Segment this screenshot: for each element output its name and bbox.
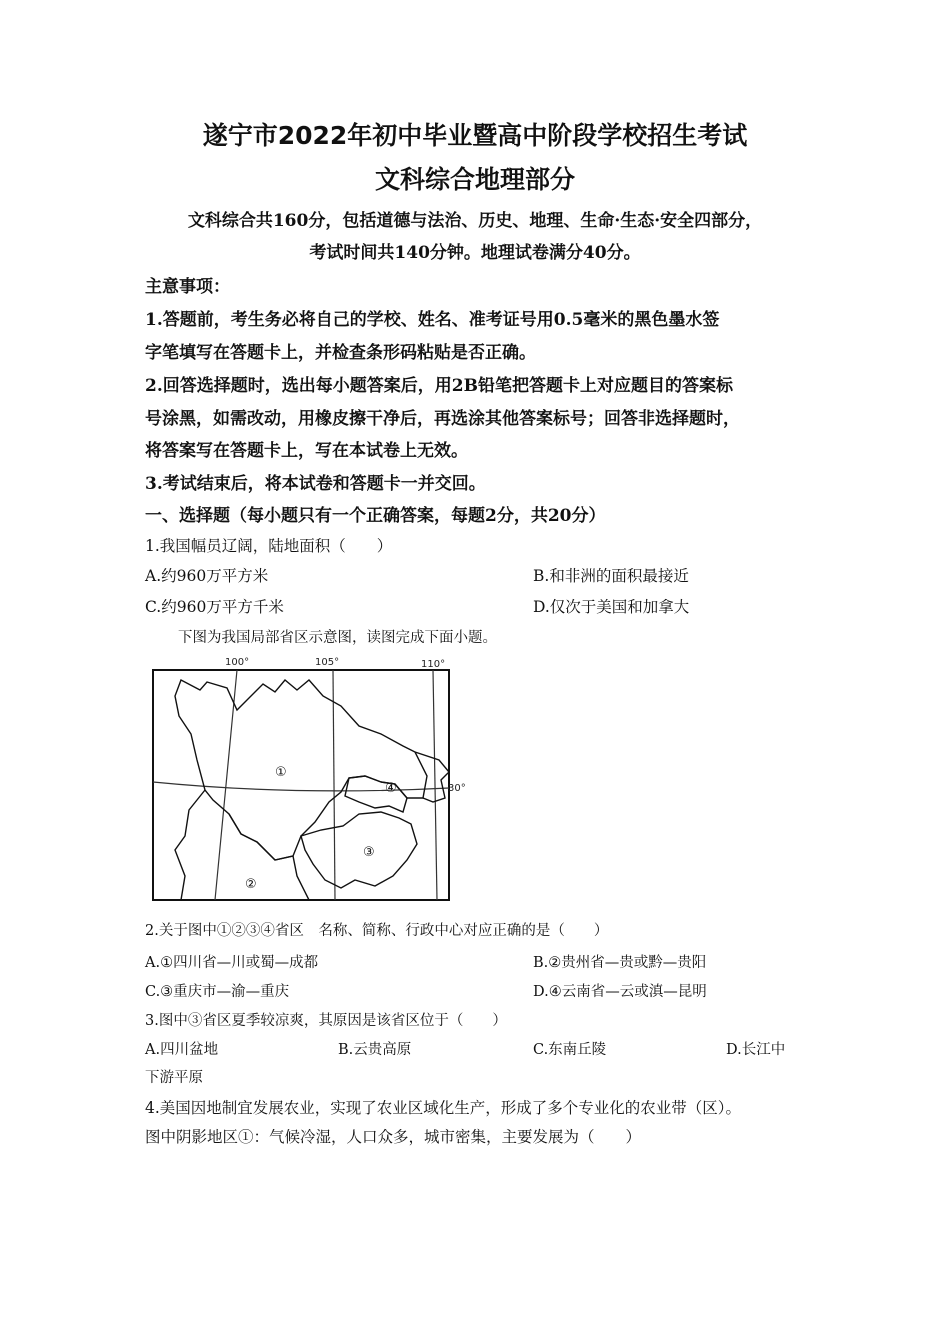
q1-option-d: D.仅次于美国和加拿大 <box>533 598 690 616</box>
q2-option-b: B.②贵州省—贵或黔—贵阳 <box>533 955 707 971</box>
note-1-line-1: 1.答题前，考生务必将自己的学校、姓名、准考证号用0.5毫米的黑色墨水签 <box>145 310 720 330</box>
lon-105-label: 105° <box>315 657 340 668</box>
meridian-105 <box>333 670 335 900</box>
q4-stem-line-2: 图中阴影地区①：气候冷湿，人口众多，城市密集，主要发展为（ ） <box>145 1128 642 1146</box>
q1-option-c: C.约960万平方千米 <box>145 598 284 616</box>
lat-30-label: 30° <box>448 783 466 794</box>
east-border <box>415 752 449 802</box>
note-1-line-2: 字笔填写在答题卡上，并检查条形码粘贴是否正确。 <box>145 343 536 363</box>
q2-option-d: D.④云南省—云或滇—昆明 <box>533 984 707 1000</box>
region-4-border <box>345 776 407 812</box>
region-3-border <box>301 812 417 888</box>
region-1-border <box>175 680 427 860</box>
region-4-label: ④ <box>385 781 397 796</box>
q3-stem: 3.图中③省区夏季较凉爽，其原因是该省区位于（ ） <box>145 1013 507 1029</box>
section-1-heading: 一、选择题（每小题只有一个正确答案，每题2分，共20分） <box>145 506 606 526</box>
page-subtitle: 文科综合地理部分 <box>374 165 575 194</box>
note-2-line-3: 将答案写在答题卡上，写在本试卷上无效。 <box>145 441 468 461</box>
meridian-110 <box>433 670 437 900</box>
q1-stem: 1.我国幅员辽阔，陆地面积（ ） <box>145 537 393 555</box>
q2-option-c: C.③重庆市—渝—重庆 <box>145 984 290 1000</box>
province-map <box>145 650 475 905</box>
parallel-30 <box>153 782 449 791</box>
intro-line-2: 考试时间共140分钟。地理试卷满分40分。 <box>309 243 641 263</box>
intro-line-1: 文科综合共160分，包括道德与法治、历史、地理、生命·生态·安全四部分， <box>187 211 763 231</box>
region-2-border <box>175 790 309 900</box>
q2-stem: 2.关于图中①②③④省区 名称、简称、行政中心对应正确的是（ ） <box>145 923 609 939</box>
region-1-label: ① <box>275 765 287 780</box>
q3-option-d: D.长江中 <box>726 1042 786 1058</box>
q3-option-a: A.四川盆地 <box>145 1042 219 1058</box>
lon-110-label: 110° <box>421 659 446 670</box>
notes-heading: 主意事项： <box>145 277 230 297</box>
region-2-label: ② <box>245 877 257 892</box>
map-intro: 下图为我国局部省区示意图，读图完成下面小题。 <box>178 630 497 646</box>
map-frame <box>153 670 449 900</box>
q4-stem-line-1: 4.美国因地制宜发展农业，实现了农业区域化生产，形成了多个专业化的农业带（区）。 <box>145 1099 742 1117</box>
note-2-line-1: 2.回答选择题时，选出每小题答案后，用2B铅笔把答题卡上对应题目的答案标 <box>145 376 733 396</box>
q3-option-b: B.云贵高原 <box>338 1042 412 1058</box>
note-2-line-2: 号涂黑，如需改动，用橡皮擦干净后，再选涂其他答案标号；回答非选择题时， <box>145 409 740 429</box>
q3-option-c: C.东南丘陵 <box>533 1042 607 1058</box>
q3-option-d-continued: 下游平原 <box>145 1070 203 1086</box>
lon-100-label: 100° <box>225 657 250 668</box>
q1-option-b: B.和非洲的面积最接近 <box>533 567 689 585</box>
note-3: 3.考试结束后，将本试卷和答题卡一并交回。 <box>145 474 486 494</box>
q2-option-a: A.①四川省—川或蜀—成都 <box>145 955 319 971</box>
meridian-100 <box>215 670 237 900</box>
q1-option-a: A.约960万平方米 <box>145 567 269 585</box>
page-title: 遂宁市2022年初中毕业暨高中阶段学校招生考试 <box>202 121 748 150</box>
region-3-label: ③ <box>363 845 375 860</box>
